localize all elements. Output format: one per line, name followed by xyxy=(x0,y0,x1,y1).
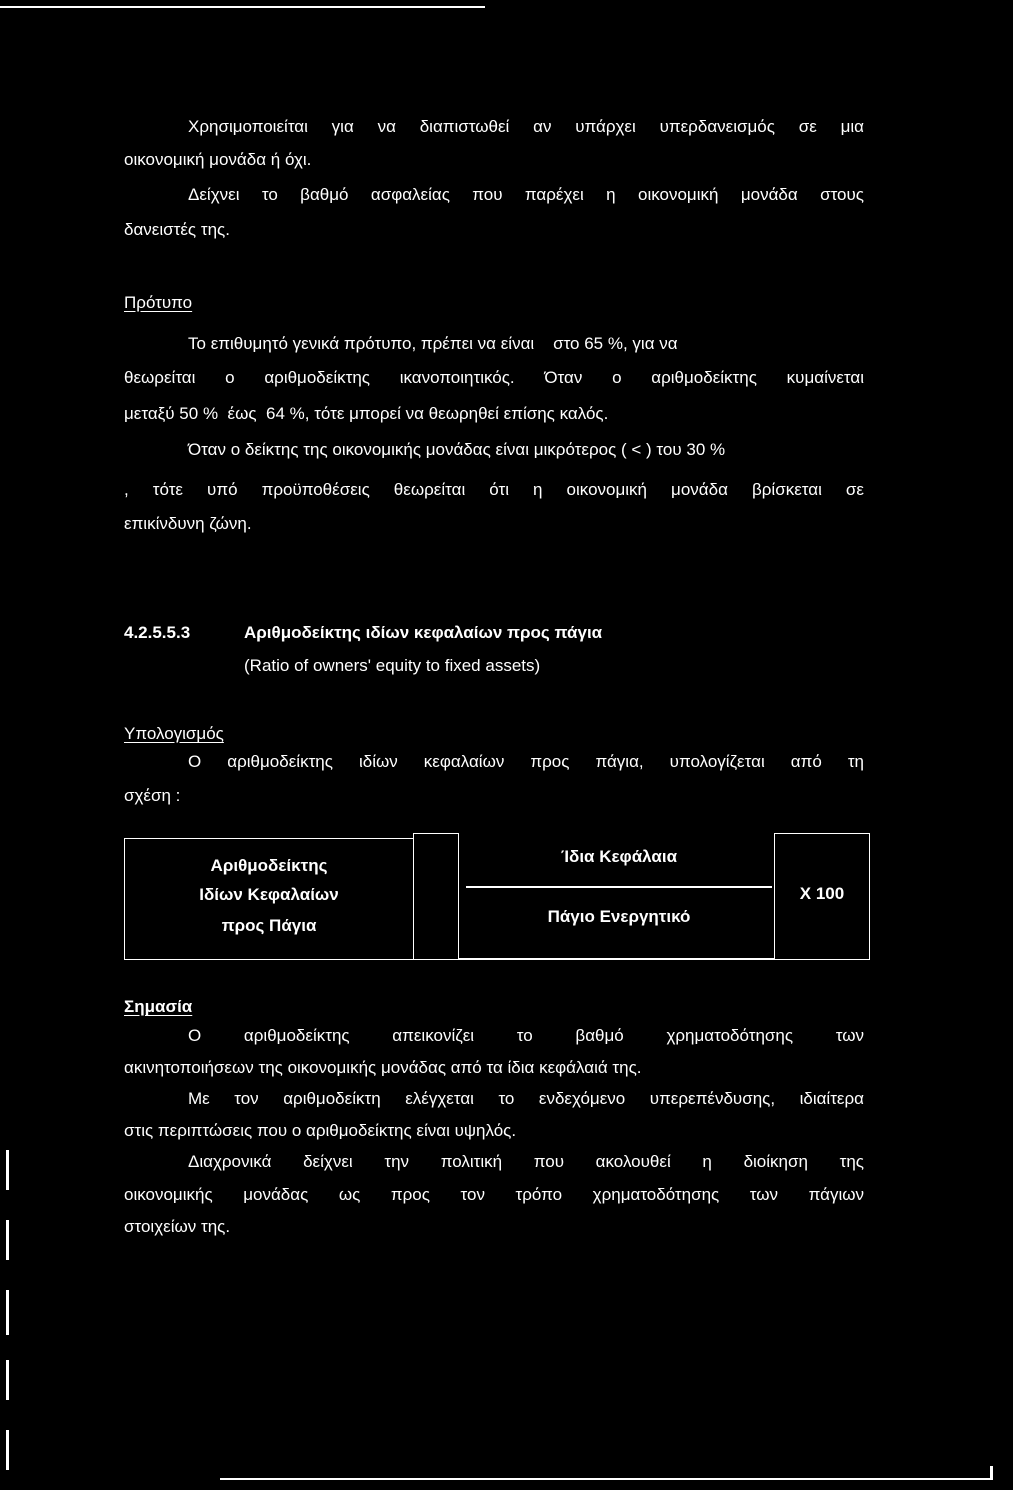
paragraph-line: στοιχείων της. xyxy=(124,1217,231,1236)
paragraph-line: Όταν ο δείκτης της οικονομικής μονάδας είναι μικρότερος ( < ) του 30 % xyxy=(188,440,726,459)
formula-denominator: Πάγιο Ενεργητικό xyxy=(547,907,691,926)
formula-label-line: Ιδίων Κεφαλαίων xyxy=(199,885,339,904)
paragraph-line: θεωρείται ο αριθμοδείκτης ικανοποιητικός. Όταν ο αριθμοδείκτης κυμαίνεται xyxy=(124,368,864,387)
section-subtitle: (Ratio of owners' equity to fixed assets) xyxy=(244,656,541,675)
paragraph-line: μεταξύ 50 % έως 64 %, τότε μπορεί να θεωρηθεί επίσης καλός. xyxy=(124,404,609,423)
bottom-scan-line xyxy=(220,1478,990,1480)
paragraph-line: επικίνδυνη ζώνη. xyxy=(124,514,252,533)
formula-multiplier: Χ 100 xyxy=(799,884,845,903)
paragraph-line: δανειστές της. xyxy=(124,220,230,239)
paragraph-line: Χρησιμοποιείται για να διαπιστωθεί αν υπάρχει υπερδανεισμός σε μια xyxy=(188,117,864,136)
paragraph-line: σχέση : xyxy=(124,786,181,805)
paragraph-line: Ο αριθμοδείκτης απεικονίζει το βαθμό χρηματοδότησης των xyxy=(188,1026,864,1045)
top-scan-line xyxy=(0,6,485,8)
paragraph-line: ακινητοποιήσεων της οικονομικής μονάδας από τα ίδια κεφάλαιά της. xyxy=(124,1058,642,1077)
paragraph-line: Το επιθυμητό γενικά πρότυπο, πρέπει να είναι στο 65 %, για να xyxy=(188,334,678,353)
paragraph-line: οικονομική μονάδα ή όχι. xyxy=(124,150,312,169)
left-scan-mark xyxy=(6,1430,9,1470)
formula-label-line: προς Πάγια xyxy=(221,916,317,935)
section-number: 4.2.5.5.3 xyxy=(124,623,191,642)
significance-heading: Σημασία xyxy=(124,997,193,1016)
calculation-heading: Υπολογισμός xyxy=(124,724,224,743)
section-title: Αριθμοδείκτης ιδίων κεφαλαίων προς πάγια xyxy=(244,623,603,642)
paragraph-line: Δείχνει το βαθμό ασφαλείας που παρέχει η οικονομική μονάδα στους xyxy=(188,185,864,204)
paragraph-line: Με τον αριθμοδείκτη ελέγχεται το ενδεχόμενο υπερεπένδυσης, ιδιαίτερα xyxy=(188,1089,864,1108)
fraction-bar xyxy=(466,886,772,888)
paragraph-line: στις περιπτώσεις που ο αριθμοδείκτης είναι υψηλός. xyxy=(124,1121,517,1140)
paragraph-line: , τότε υπό προϋποθέσεις θεωρείται ότι η οικονομική μονάδα βρίσκεται σε xyxy=(124,480,864,499)
paragraph-line: Ο αριθμοδείκτης ιδίων κεφαλαίων προς πάγια, υπολογίζεται από τη xyxy=(188,752,864,771)
formula-bottom-rule xyxy=(458,958,775,960)
left-scan-mark xyxy=(6,1290,9,1335)
formula-numerator: Ίδια Κεφάλαια xyxy=(560,847,678,866)
bottom-scan-line xyxy=(990,1466,993,1480)
formula-label-line: Αριθμοδείκτης xyxy=(210,856,328,875)
paragraph-line: οικονομικής μονάδας ως προς τον τρόπο χρηματοδότησης των πάγιων xyxy=(124,1185,864,1204)
paragraph-line: Διαχρονικά δείχνει την πολιτική που ακολουθεί η διοίκηση της xyxy=(188,1152,864,1171)
left-scan-mark xyxy=(6,1150,9,1190)
left-scan-mark xyxy=(6,1220,9,1260)
formula-spacer-box xyxy=(413,833,459,960)
section-heading-protypo: Πρότυπο xyxy=(124,293,193,312)
left-scan-mark xyxy=(6,1360,9,1400)
